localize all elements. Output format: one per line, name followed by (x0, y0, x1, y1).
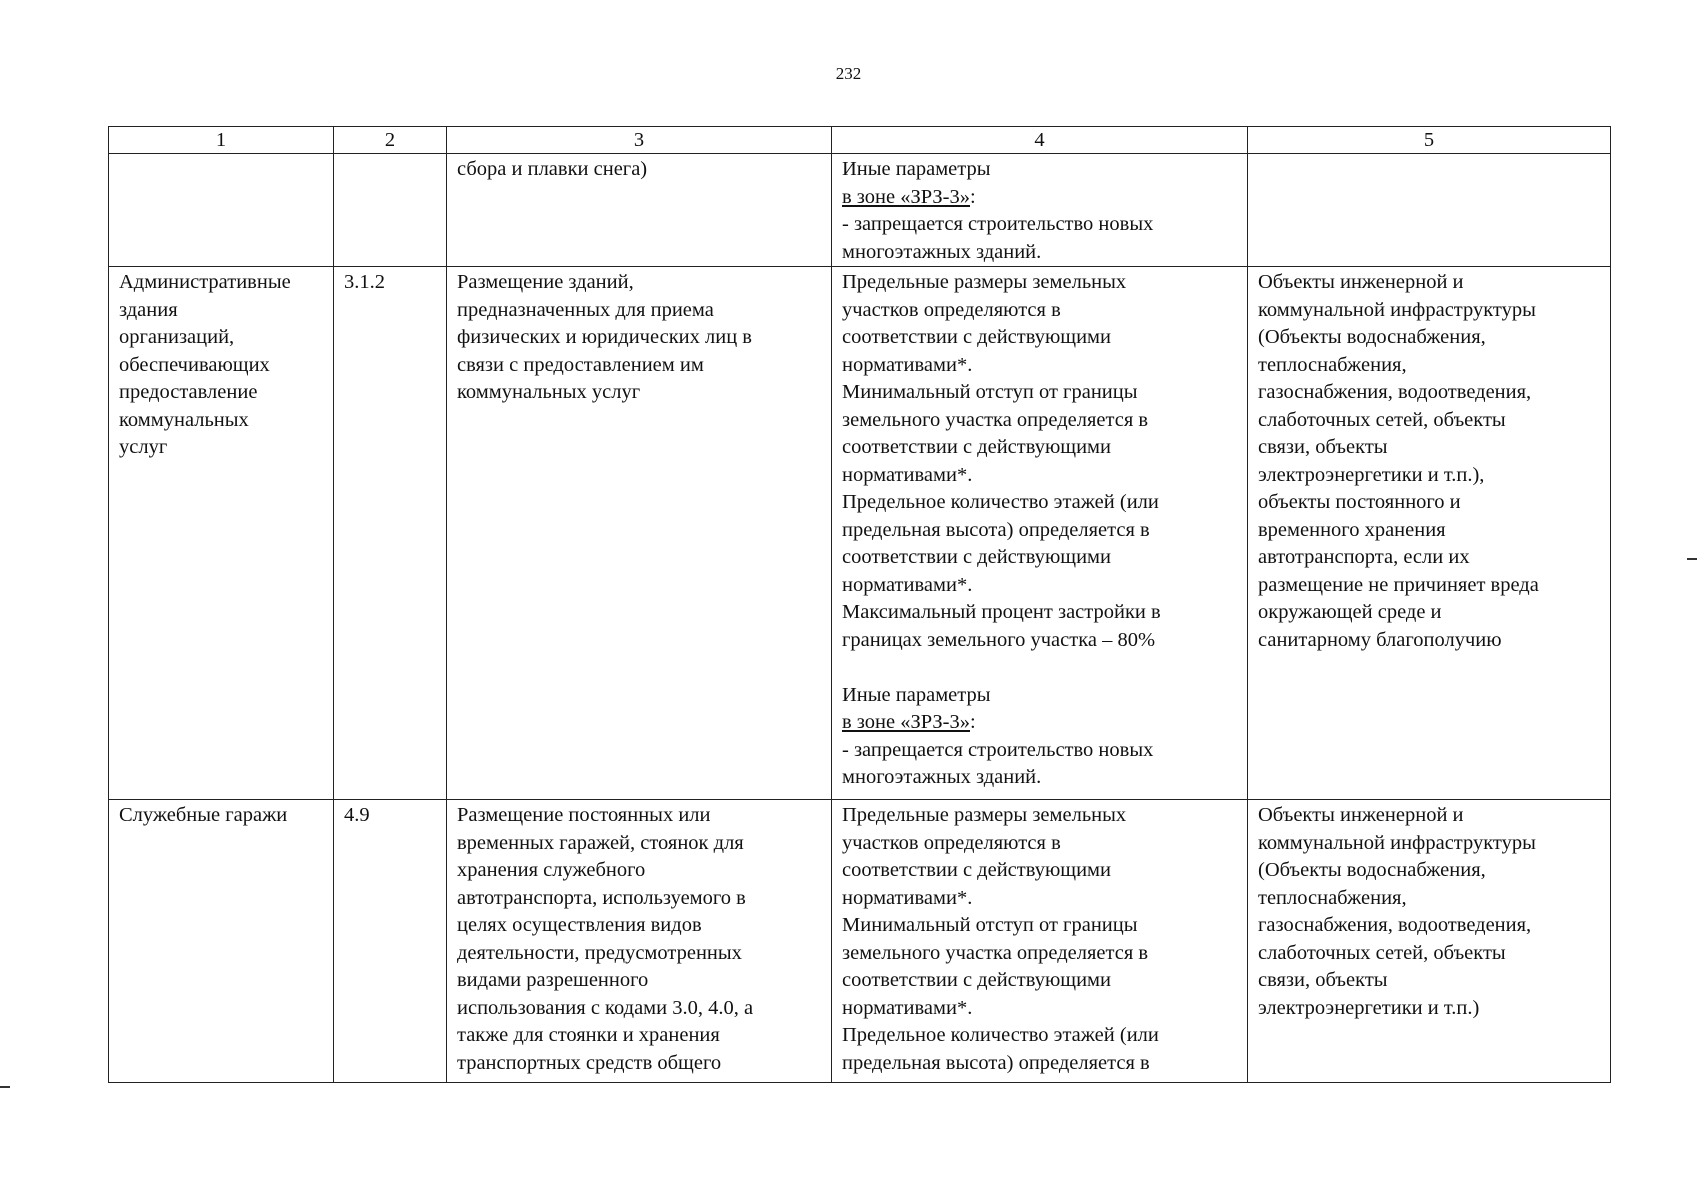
cell-text-line: объекты постоянного и (1258, 491, 1461, 513)
cell-text-line: Административные (119, 271, 291, 293)
cell-text-line: Объекты инженерной и (1258, 271, 1464, 293)
cell-text-line (842, 764, 1239, 792)
cell-text-line: использования с кодами 3.0, 4.0, а (457, 996, 754, 1019)
cell-text-line (842, 967, 1239, 995)
cell-text-line: услуг (119, 436, 168, 458)
use-name-cell (109, 154, 334, 267)
cell-text-line: слаботочных сетей, объекты (1258, 408, 1506, 431)
cell-text-line (842, 211, 1239, 239)
cell-text: Иные параметры (842, 683, 991, 706)
cell-text-line: коммунальной инфраструктуры (1258, 831, 1536, 854)
cell-text-line (842, 517, 1239, 545)
cell-text: участков определяются в (842, 298, 1061, 321)
cell-text-line (842, 297, 1239, 325)
cell-text-line: (Объекты водоснабжения, (1258, 859, 1486, 881)
cell-text: Предельное количество этажей (или (842, 491, 1159, 513)
cell-text-line: (Объекты водоснабжения, (1258, 326, 1486, 348)
cell-text: предельная высота) определяется в (842, 1051, 1150, 1074)
use-code-cell (334, 154, 447, 267)
parameters-cell (832, 800, 1248, 1083)
parameters-cell (832, 154, 1248, 267)
cell-text: Предельные размеры земельных (842, 271, 1127, 293)
cell-text-line: деятельности, предусмотренных (457, 941, 742, 964)
cell-text: соответствии с действующими (842, 859, 1111, 881)
cell-text-line: окружающей среде и (1258, 601, 1442, 623)
cell-text-line (842, 995, 1239, 1023)
cell-text: Предельное количество этажей (или (842, 1024, 1159, 1046)
cell-text: нормативами*. (842, 886, 973, 909)
scan-margin-mark (1687, 558, 1697, 560)
use-name-cell (109, 267, 334, 800)
cell-text-line: газоснабжения, водоотведения, (1258, 381, 1532, 403)
cell-text-line: связи, объекты (1258, 969, 1388, 991)
cell-text-line: электроэнергетики и т.п.) (1258, 996, 1480, 1019)
cell-text: многоэтажных зданий. (842, 766, 1042, 788)
cell-text-line (842, 156, 1239, 184)
column-header-5: 5 (1248, 127, 1611, 154)
cell-text-line (842, 544, 1239, 572)
column-header-2: 2 (334, 127, 447, 154)
cell-text: земельного участка определяется в (842, 408, 1149, 431)
cell-text-line: целях осуществления видов (457, 914, 702, 936)
underlined-zone-label: в зоне «ЗРЗ-3» (842, 711, 970, 733)
cell-text-suffix: : (970, 185, 976, 208)
cell-text-line (842, 912, 1239, 940)
cell-text-line: теплоснабжения, (1258, 353, 1407, 376)
cell-text-line: автотранспорта, если их (1258, 546, 1470, 568)
cell-text-line (842, 1050, 1239, 1078)
cell-text: нормативами*. (842, 353, 973, 376)
cell-text-line: Размещение постоянных или (457, 804, 711, 826)
cell-text: - запрещается строительство новых (842, 213, 1154, 235)
cell-text: нормативами*. (842, 996, 973, 1019)
table-header-row (109, 127, 1611, 154)
page-number: 232 (835, 64, 862, 83)
cell-text-line: коммунальных услуг (457, 381, 641, 403)
cell-text: - запрещается строительство новых (842, 738, 1154, 761)
cell-text-line (842, 184, 1239, 212)
cell-text: Максимальный процент застройки в (842, 601, 1161, 623)
cell-text-line (842, 709, 1239, 737)
cell-text-line: временного хранения (1258, 518, 1446, 541)
cell-text-line: видами разрешенного (457, 969, 649, 991)
cell-text: предельная высота) определяется в (842, 518, 1150, 541)
auxiliary-uses-cell (1248, 800, 1611, 1083)
cell-text-line: связи, объекты (1258, 436, 1388, 458)
cell-text-line: электроэнергетики и т.п.), (1258, 463, 1485, 486)
cell-text-line (842, 885, 1239, 913)
cell-text-line (842, 434, 1239, 462)
cell-text-line (842, 379, 1239, 407)
cell-text-line (842, 1022, 1239, 1050)
cell-text-line (842, 857, 1239, 885)
blank-line (842, 654, 1239, 682)
use-description-cell (447, 154, 832, 267)
cell-text: участков определяются в (842, 831, 1061, 854)
cell-text: соответствии с действующими (842, 546, 1111, 568)
cell-text-line: транспортных средств общего (457, 1051, 722, 1074)
cell-text-line (842, 572, 1239, 600)
parameters-cell (832, 267, 1248, 800)
cell-text: нормативами*. (842, 463, 973, 486)
underlined-zone-label: в зоне «ЗРЗ-3» (842, 185, 970, 208)
cell-text-line (842, 682, 1239, 710)
cell-text-line: временных гаражей, стоянок для (457, 831, 744, 854)
cell-text-line: слаботочных сетей, объекты (1258, 941, 1506, 964)
cell-text-line: физических и юридических лиц в (457, 326, 752, 348)
table-row (109, 154, 1611, 267)
auxiliary-uses-cell (1248, 154, 1611, 267)
cell-text-line: санитарному благополучию (1258, 628, 1502, 651)
cell-text: нормативами*. (842, 573, 973, 596)
use-description-cell (447, 267, 832, 800)
use-name-cell (109, 800, 334, 1083)
cell-text-line (842, 269, 1239, 297)
cell-text: соответствии с действующими (842, 969, 1111, 991)
cell-text: Минимальный отступ от границы (842, 914, 1138, 936)
cell-text-line: организаций, (119, 326, 235, 348)
cell-text-line: предназначенных для приема (457, 298, 714, 321)
cell-text-line: хранения служебного (457, 859, 646, 881)
cell-text-suffix: : (970, 711, 976, 733)
table-row (109, 800, 1611, 1083)
cell-text: многоэтажных зданий. (842, 240, 1042, 263)
cell-text-line: связи с предоставлением им (457, 353, 704, 376)
cell-text-line (842, 940, 1239, 968)
cell-text-line: Объекты инженерной и (1258, 804, 1464, 826)
cell-text: земельного участка определяется в (842, 941, 1149, 964)
column-header-3: 3 (447, 127, 832, 154)
cell-text-line: Служебные гаражи (119, 804, 288, 826)
use-description-cell (447, 800, 832, 1083)
cell-text-line (842, 489, 1239, 517)
cell-text-line (842, 830, 1239, 858)
scan-margin-mark (0, 1086, 10, 1088)
cell-text-line: коммунальных (119, 408, 249, 431)
cell-text-line (842, 599, 1239, 627)
cell-text-line: коммунальной инфраструктуры (1258, 298, 1536, 321)
cell-text: Минимальный отступ от границы (842, 381, 1138, 403)
cell-text-line: Размещение зданий, (457, 271, 634, 293)
cell-text-line: теплоснабжения, (1258, 886, 1407, 909)
cell-text-line: 3.1.2 (344, 271, 385, 293)
cell-text-line (842, 627, 1239, 655)
cell-text: соответствии с действующими (842, 436, 1111, 458)
cell-text-line (842, 407, 1239, 435)
cell-text-line: газоснабжения, водоотведения, (1258, 914, 1532, 936)
cell-text-line: здания (119, 298, 178, 321)
cell-text-line (842, 324, 1239, 352)
cell-text-line (842, 462, 1239, 490)
cell-text-line (842, 737, 1239, 765)
cell-text: Иные параметры (842, 158, 991, 180)
cell-text-line (842, 352, 1239, 380)
column-header-1: 1 (109, 127, 334, 154)
cell-text-line: также для стоянки и хранения (457, 1024, 720, 1046)
cell-text-line (842, 802, 1239, 830)
cell-text-line: размещение не причиняет вреда (1258, 573, 1539, 596)
zoning-table (108, 126, 1611, 1083)
use-code-cell (334, 267, 447, 800)
cell-text-line: предоставление (119, 381, 258, 403)
auxiliary-uses-cell (1248, 267, 1611, 800)
cell-text: соответствии с действующими (842, 326, 1111, 348)
use-code-cell (334, 800, 447, 1083)
cell-text: Предельные размеры земельных (842, 804, 1127, 826)
column-header-4: 4 (832, 127, 1248, 154)
cell-text-line: автотранспорта, используемого в (457, 886, 746, 909)
cell-text-line: сбора и плавки снега) (457, 158, 648, 180)
cell-text: границах земельного участка – 80% (842, 628, 1156, 651)
cell-text-line (842, 239, 1239, 267)
cell-text-line: обеспечивающих (119, 353, 270, 376)
cell-text-line: 4.9 (344, 804, 370, 826)
table-row (109, 267, 1611, 800)
